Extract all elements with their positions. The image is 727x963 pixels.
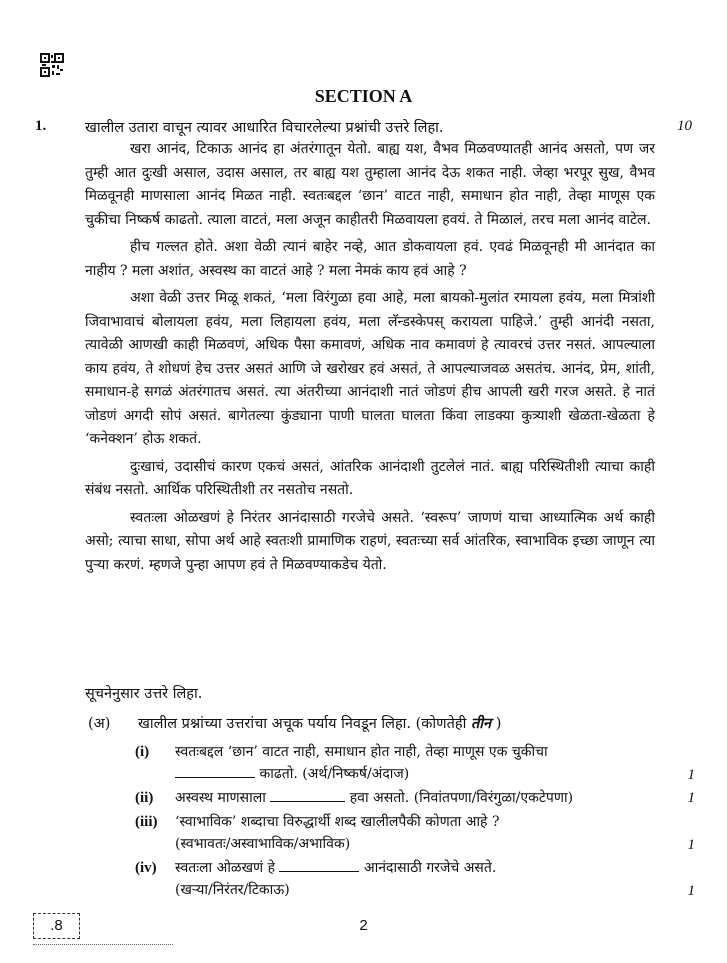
item-line: स्वतःबद्दल ‘छान’ वाटत नाही, समाधान होत नाही, तेव्हा माणूस एक चुकीचा (175, 744, 548, 760)
item-body (175, 857, 655, 901)
part-a-instruction (138, 713, 501, 733)
footer-divider (33, 944, 173, 945)
answer-blank[interactable] (270, 787, 345, 802)
item-roman: (i) (135, 744, 150, 760)
passage (85, 138, 655, 581)
question-item-i (135, 741, 695, 787)
question-number: 1. (35, 118, 47, 134)
item-line: ‘स्वाभाविक’ शब्दाचा विरुद्धार्थी शब्द खालीलपैकी कोणता आहे ? (175, 814, 500, 830)
passage-paragraph: दुःखाचं, उदासीचं कारण एकचं असतं, आंतरिक आनंदाशी तुटलेलं नातं. बाह्य परिस्थितीशी त्याचा काही संबंध नसतो. आर्थिक परिस्थितीशी तर नसतोच नसतो. (85, 458, 655, 498)
item-text: स्वतःला ओळखणं हे (175, 860, 276, 876)
qr-code-icon (40, 53, 64, 77)
part-a-text: खालील प्रश्नांच्या उत्तरांचा अचूक पर्याय निवडून लिहा. (कोणतेही (138, 716, 467, 732)
item-line: (स्वभावतः/अस्वाभाविक/अभाविक) (175, 836, 351, 852)
item-roman: (iii) (135, 814, 158, 830)
item-mark: 1 (687, 767, 695, 783)
part-a-label: (अ) (88, 716, 111, 732)
passage-paragraph: हीच गल्लत होते. अशा वेळी त्यानं बाहेर नव्हे, आत डोकवायला हवं. एवढं मिळवूनही मी आनंदात का नाहीय ? मला अशांत, अस्वस्थ का वाटतं आहे ? मला नेमकं काय हवं आहे ? (85, 239, 655, 279)
passage-paragraph: खरा आनंद, टिकाऊ आनंद हा अंतरंगातून येतो. बाह्य यश, वैभव मिळवण्यातही आनंद असतो, पण जर तुम्ही आत दुःखी असाल, उदास असाल, तर बाह्य यश तुम्हाला आनंद देऊ शकत नाही. जेव्हा भरपूर सुख, वैभव मिळवूनही माणसाला आनंद मिळत नाही. स्वतःबद्दल ‘छान’ वाटत नाही, समाधान होत नाही, तेव्हा माणूस एक चुकीचा निष्कर्ष काढतो. त्याला वाटतं, मला अजून काहीतरी मिळवायला हवयं. ते मिळालं, तरच मला आनंद वाटेल. (85, 141, 655, 228)
item-roman: (iv) (135, 860, 157, 876)
question-item-iii (135, 811, 695, 857)
section-title: SECTION A (314, 86, 413, 106)
item-text: अस्वस्थ माणसाला (175, 790, 266, 806)
item-line (175, 763, 655, 785)
question-item-ii (135, 787, 695, 811)
item-text: काढतो. (अर्थ/निष्कर्ष/अंदाज) (259, 766, 410, 782)
item-mark: 1 (687, 790, 695, 806)
question-instruction: खालील उतारा वाचून त्यावर आधारित विचारलेल्या प्रश्नांची उत्तरे लिहा. (85, 120, 444, 136)
item-body (175, 741, 655, 785)
answer-blank[interactable] (279, 857, 359, 872)
question-item-iv (135, 857, 695, 903)
question-marks: 10 (677, 118, 692, 134)
paper-code: .8 (33, 913, 80, 939)
page-number: 2 (359, 917, 368, 934)
item-text: आनंदासाठी गरजेचे असते. (363, 860, 497, 876)
item-mark: 1 (687, 883, 695, 899)
passage-paragraph: अशा वेळी उत्तर मिळू शकतं, ‘मला विरंगुळा हवा आहे, मला बायको-मुलांत रमायला हवंय, मला मित्रांशी जिवाभावाचं बोलायला हवंय, मला लिहायला हवंय, मला लॅन्डस्केपस् करायला पाहिजे.’ तुम्ही आनंदी नसता, त्यावेळी आणखी काही मिळवणं, अधिक पैसा कमावणं, अधिक नाव कमावणं हे त्यावरचं उत्तर नसतं. आपल्याला काय हवंय, ते शोधणं हेच उत्तर असतं आणि जे खरोखर हवं असतं, ते आपल्याजवळ असतंच. आनंद, प्रेम, शांती, समाधान-हे सगळं अंतरंगातच असतं. त्या अंतरीच्या आनंदाशी नातं जोडणं हीच आपली खरी गरज असते. हे नातं जोडणं अगदी सोपं असतं. बागेतल्या कुंड्याना पाणी घालता घालता किंवा लाडक्या कुत्र्याशी खेळता-खेळता हे ‘कनेक्शन’ होऊ शकतं. (85, 290, 655, 447)
item-roman: (ii) (135, 790, 154, 806)
item-body (175, 787, 655, 809)
item-line (175, 857, 655, 879)
passage-paragraph: स्वतःला ओळखणं हे निरंतर आनंदासाठी गरजेचे असते. ‘स्वरूप’ जाणणं याचा आध्यात्मिक अर्थ काही असो; त्याचा साधा, सोपा अर्थ आहे स्वतःशी प्रामाणिक राहणं, स्वतःच्या सर्व आंतरिक, स्वाभाविक इच्छा जाणून त्या पुऱ्या करणं. म्हणजे पुन्हा आपण हवं ते मिळवण्याकडेच येतो. (85, 509, 655, 573)
item-body (175, 811, 655, 855)
item-line: (खऱ्या/निरंतर/टिकाऊ) (175, 882, 290, 898)
part-a-emphasis: तीन (471, 715, 492, 732)
part-a-close: ) (495, 716, 502, 732)
answer-blank[interactable] (175, 763, 255, 778)
item-mark: 1 (687, 837, 695, 853)
sub-instruction: सूचनेनुसार उत्तरे लिहा. (85, 686, 203, 702)
item-text: हवा असतो. (निवांतपणा/विरंगुळा/एकटेपणा) (349, 790, 574, 806)
